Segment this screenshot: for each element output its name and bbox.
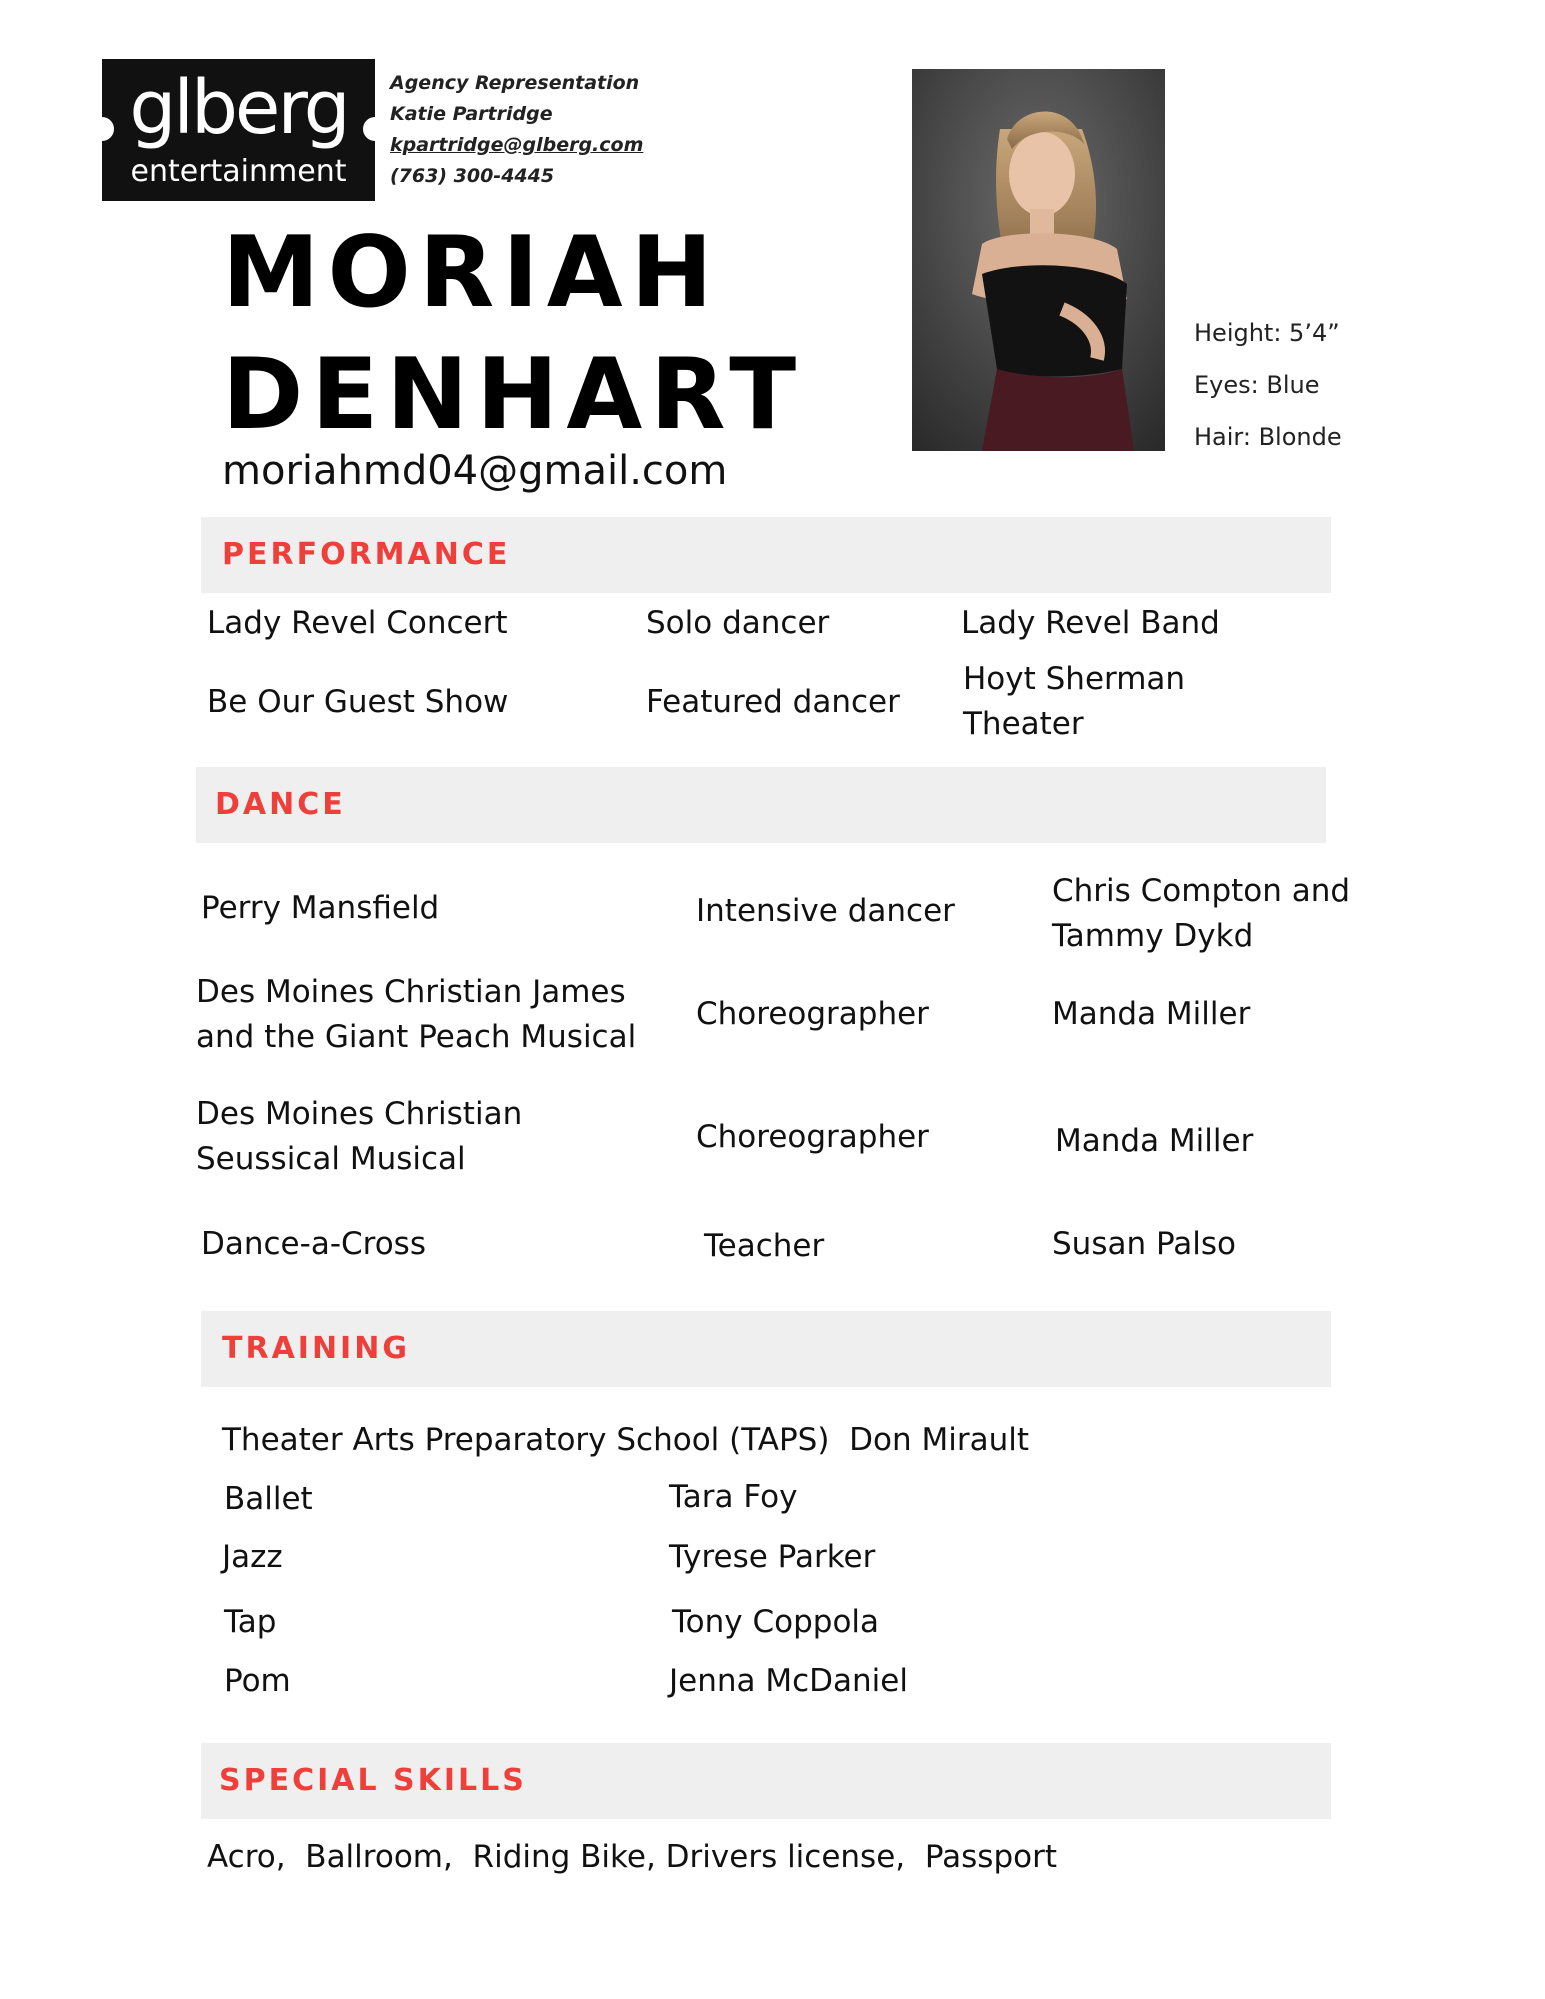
training-style: Pom	[224, 1663, 291, 1699]
training-teacher: Tony Coppola	[672, 1604, 880, 1640]
training-teacher: Tyrese Parker	[669, 1539, 876, 1575]
dance-role: Teacher	[704, 1228, 825, 1264]
training-style: Tap	[224, 1604, 277, 1640]
training-section-header	[201, 1311, 1331, 1387]
dance-company: Manda Miller	[1055, 1123, 1254, 1159]
skills-section-header	[201, 1743, 1331, 1819]
last-name: DENHART	[222, 338, 805, 452]
dance-title: DANCE	[215, 787, 346, 822]
dance-role: Intensive dancer	[696, 893, 955, 929]
agent-name: Katie Partridge	[390, 103, 553, 125]
performance-role: Featured dancer	[646, 684, 900, 720]
training-style: Ballet	[224, 1481, 313, 1517]
dance-section-header	[196, 767, 1326, 843]
agent-email-link[interactable]: kpartridge@glberg.com	[390, 134, 644, 156]
dance-show: Dance-a-Cross	[201, 1226, 426, 1262]
first-name: MORIAH	[222, 216, 721, 330]
contact-email[interactable]: moriahmd04@gmail.com	[222, 448, 728, 494]
training-title: TRAINING	[222, 1331, 410, 1366]
training-teacher: Tara Foy	[669, 1479, 798, 1515]
dance-show: Des Moines Christian James and the Giant Peach Musical	[196, 974, 637, 1055]
performance-show: Be Our Guest Show	[207, 684, 509, 720]
performance-company: Lady Revel Band	[961, 605, 1220, 641]
performance-section-header	[201, 517, 1331, 593]
stat-height: Height: 5’4”	[1194, 319, 1340, 347]
stat-eyes: Eyes: Blue	[1194, 371, 1320, 399]
dance-role: Choreographer	[696, 996, 929, 1032]
training-school: Theater Arts Preparatory School (TAPS) Don Mirault	[222, 1422, 1029, 1458]
training-teacher: Jenna McDaniel	[669, 1663, 908, 1699]
dance-company: Chris Compton and Tammy Dykd	[1052, 873, 1351, 954]
agent-phone: (763) 300-4445	[390, 165, 555, 187]
training-style: Jazz	[222, 1539, 283, 1575]
agency-logo	[102, 59, 375, 201]
dance-company: Manda Miller	[1052, 996, 1251, 1032]
agency-contact	[390, 68, 643, 192]
logo-subtitle: entertainment	[130, 154, 347, 189]
skills-list: Acro, Ballroom, Riding Bike, Drivers license, Passport	[207, 1839, 1057, 1875]
dance-role: Choreographer	[696, 1119, 929, 1155]
stat-hair: Hair: Blonde	[1194, 423, 1342, 451]
performance-title: PERFORMANCE	[222, 537, 511, 572]
dance-company: Susan Palso	[1052, 1226, 1237, 1262]
performance-company: Hoyt Sherman Theater	[963, 661, 1186, 742]
skills-title: SPECIAL SKILLS	[219, 1763, 527, 1798]
logo-wordmark: glberg	[129, 65, 348, 151]
dance-show: Perry Mansfield	[201, 890, 440, 926]
dance-show: Des Moines Christian Seussical Musical	[196, 1096, 523, 1177]
performance-role: Solo dancer	[646, 605, 830, 641]
agency-heading: Agency Representation	[390, 72, 640, 94]
performance-show: Lady Revel Concert	[207, 605, 508, 641]
headshot-photo	[912, 69, 1165, 451]
